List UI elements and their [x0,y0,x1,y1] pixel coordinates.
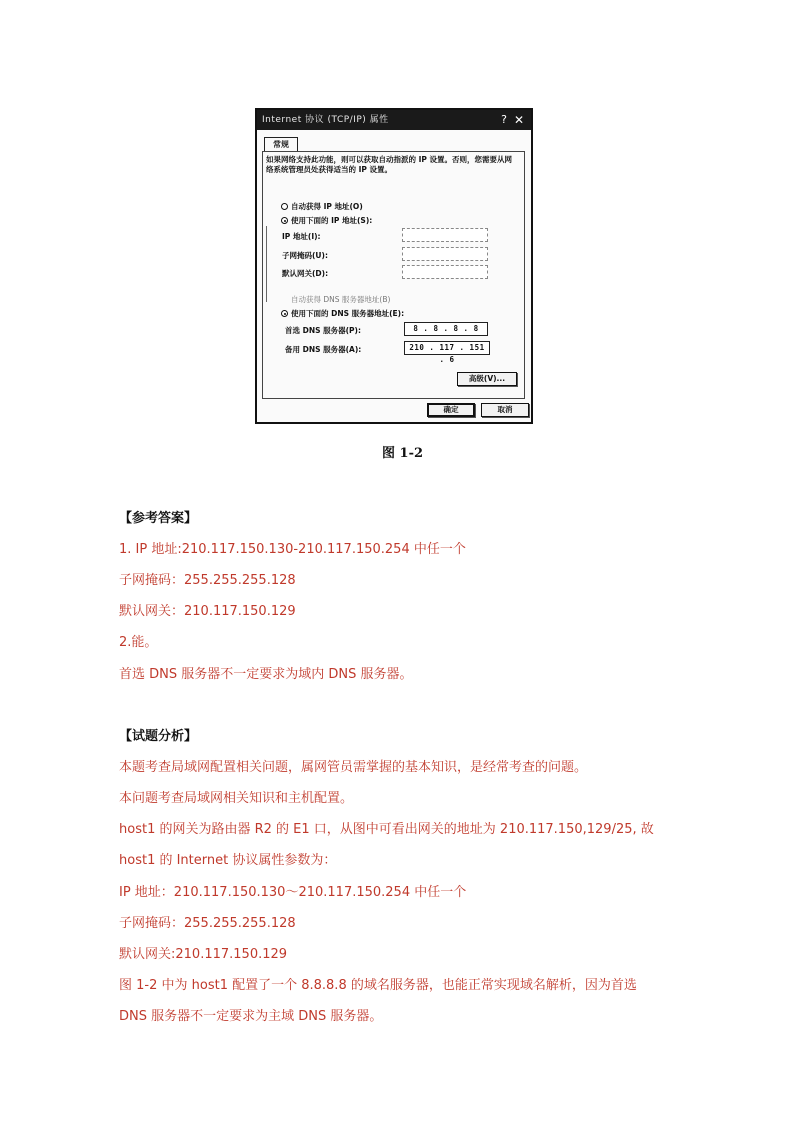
answer-line: 2.能。 [119,635,158,650]
analysis-line: 本问题考查局域网相关知识和主机配置。 [119,791,354,806]
tab-general[interactable]: 常规 [264,137,298,152]
analysis-line: host1 的 Internet 协议属性参数为： [119,853,337,868]
radio-manual-dns[interactable] [281,308,404,319]
analysis-line: 本题考查局域网配置相关问题，属网管员需掌握的基本知识，是经常考查的问题。 [119,760,588,775]
answer-line: 子网掩码：255.255.255.128 [119,573,296,588]
analysis-line: 图 1-2 中为 host1 配置了一个 8.8.8.8 的域名服务器，也能正常实现域名解析，因为首选 [119,978,637,993]
radio-icon [281,203,288,210]
cancel-button[interactable]: 取消 [481,403,529,417]
radio-auto-dns-label[interactable]: 自动获得 DNS 服务器地址(B) [291,295,391,304]
analysis-line: host1 的网关为路由器 R2 的 E1 口，从图中可看出网关的地址为 210.117.150,129/25, 故 [119,822,654,837]
ip-address-field[interactable] [402,228,488,242]
group-divider [266,226,267,302]
close-icon[interactable]: ✕ [513,113,524,127]
alternate-dns-field[interactable]: 210 . 117 . 151 . 6 [404,341,490,355]
dialog-description: 如果网络支持此功能，则可以获取自动指派的 IP 设置。否则，您需要从网络系统管理员处获得适当的 IP 设置。 [266,155,513,174]
subnet-mask-field[interactable] [402,247,488,261]
radio-auto-ip[interactable] [281,201,363,212]
preferred-dns-field[interactable]: 8 . 8 . 8 . 8 [404,322,488,336]
answer-line: 首选 DNS 服务器不一定要求为域内 DNS 服务器。 [119,667,413,682]
subnet-mask-label: 子网掩码(U): [282,251,328,260]
ok-button[interactable]: 确定 [427,403,475,417]
radio-manual-ip-label: 使用下面的 IP 地址(S): [291,216,373,225]
radio-selected-icon [281,217,288,224]
alternate-dns-label: 备用 DNS 服务器(A): [285,345,362,354]
dialog-title: Internet 协议 (TCP/IP) 属性 [262,115,389,125]
analysis-line: 默认网关:210.117.150.129 [119,947,288,962]
answer-line: 1. IP 地址:210.117.150.130-210.117.150.254 中任一个 [119,542,466,557]
advanced-button[interactable]: 高级(V)... [457,372,517,386]
radio-auto-ip-label: 自动获得 IP 地址(O) [291,202,363,211]
analysis-line: 子网掩码：255.255.255.128 [119,916,296,931]
tcpip-properties-dialog [255,108,533,424]
answer-heading: 【参考答案】 [119,511,198,526]
help-icon[interactable]: ? [501,113,507,126]
analysis-line: IP 地址：210.117.150.130～210.117.150.254 中任一个 [119,885,467,900]
default-gateway-label: 默认网关(D): [282,269,329,278]
answer-line: 默认网关：210.117.150.129 [119,604,296,619]
analysis-line: DNS 服务器不一定要求为主域 DNS 服务器。 [119,1009,383,1024]
radio-manual-ip[interactable] [281,215,372,226]
figure-caption: 图 1-2 [382,446,424,461]
ip-address-label: IP 地址(I): [282,232,321,241]
preferred-dns-label: 首选 DNS 服务器(P): [285,326,361,335]
radio-selected-icon [281,310,288,317]
dialog-title-bar [257,110,531,130]
radio-manual-dns-label: 使用下面的 DNS 服务器地址(E): [291,309,405,318]
default-gateway-field[interactable] [402,265,488,279]
analysis-heading: 【试题分析】 [119,729,198,744]
